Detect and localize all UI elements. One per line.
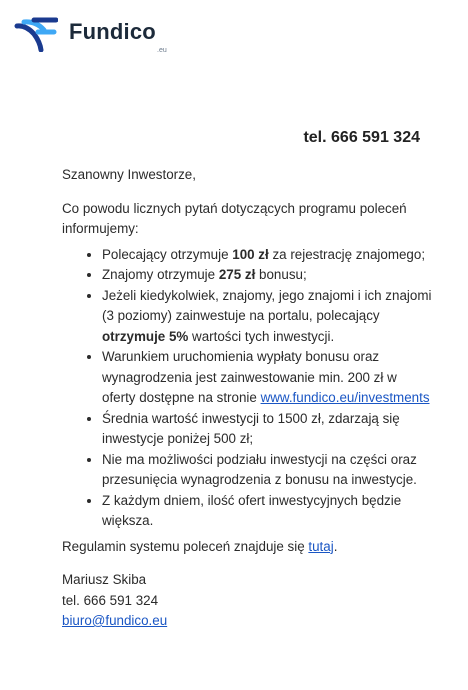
bullet-text: za rejestrację znajomego; [268,246,426,262]
bullet-text: Znajomy otrzymuje [102,267,219,282]
bullet-item-no-split: • Nie ma możliwości podziału inwestycji na części oraz przesunięcia wynagrodzenia z bonusu na inwestycje. [102,450,432,491]
signature-phone: tel. 666 591 324 [62,592,159,608]
fundico-logo[interactable] [14,14,174,54]
logo-domain: .eu [157,47,167,54]
signature-email-link[interactable]: biuro@fundico.eu [62,613,168,628]
bullet-text: wartości tych inwestycji. [188,328,335,344]
regulation-post: . [333,538,338,554]
bullet-bold: 100 zł [232,246,269,262]
bullet-item-average-value: • Średnia wartość inwestycji to 1500 zł, zdarzają się inwestycje poniżej 500 zł; [102,409,432,450]
regulation-text [62,537,432,558]
bullet-item-three-levels [102,286,432,348]
email-body [62,165,432,632]
greeting: Szanowny Inwestorze, [62,167,196,182]
bullet-bold: 275 zł [218,267,256,282]
bullet-bold: otrzymuje 5% [102,328,189,344]
bullet-item-friend-bonus [102,265,432,286]
signature-name: Mariusz Skiba [62,572,147,587]
fundico-logo-icon [14,16,58,52]
header-phone: tel. 666 591 324 [303,129,420,146]
bullet-list [62,245,432,532]
bullet-text: bonusu; [255,267,307,282]
bullet-text: Warunkiem uruchomienia wypłaty bonusu oraz wynagrodzenia jest zainwestowanie min. 200 zł w oferty dostępne na stronie [102,349,397,405]
investments-link[interactable]: www.fundico.eu/investments [260,390,430,405]
bullet-text: Polecający otrzymuje [102,246,233,262]
regulation-pre: Regulamin systemu poleceń znajduje się [62,538,309,554]
bullet-item-referrer-reward [102,245,432,266]
bullet-item-more-offers: • Z każdym dniem, ilość ofert inwestycyjnych będzie większa. [102,491,432,532]
signature [62,570,432,632]
bullet-text: Jeżeli kiedykolwiek, znajomy, jego znajomi i ich znajomi (3 poziomy) zainwestuje na portalu, polecający [102,287,432,323]
regulation-link[interactable]: tutaj [308,538,334,554]
intro-text: Co powodu licznych pytań dotyczących programu poleceń informujemy: [62,200,407,236]
logo-wordmark: Fundico [69,19,156,44]
bullet-item-payout-condition [102,347,432,409]
